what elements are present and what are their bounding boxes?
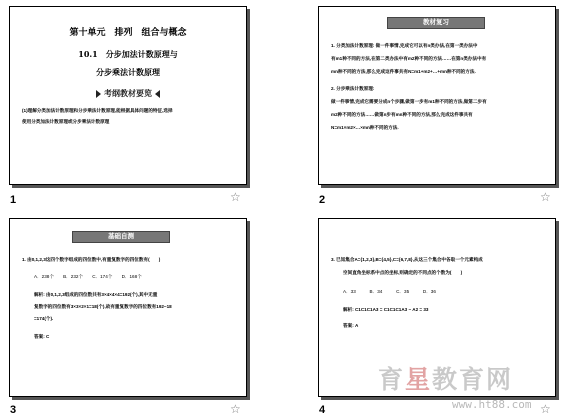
body-line: N=m1×m2×…×mn种不同的方法. (331, 125, 399, 130)
body-line: 3. 已知集合A={1,2,3},B={4,5},C={6,7,8},从这三个集合中各取一个元素构成 (331, 257, 483, 262)
body-line: (1)理解分类加法计数原理和分步乘法计数原理,能根据具体问题的特征,选择 (22, 108, 173, 113)
slide-thumbnail-1[interactable] (9, 6, 247, 185)
chapter-title: 第十单元 排列 组合与概念 (69, 28, 187, 38)
star-icon[interactable]: ☆ (540, 402, 551, 416)
banner (70, 89, 186, 99)
watermark-logo (378, 360, 513, 396)
section-title: 10.1 分步加法计数原理与 (78, 49, 178, 59)
body-line: 复数字的四位数有3×3×2×1=18(个),故有重复数字的四位数有192−18 (34, 304, 172, 309)
watermark-accent: 星 (405, 365, 433, 394)
body-line: 有m1种不同的方法,在第二类办法中有m2种不同的方法……在第n类办法中有 (331, 56, 487, 61)
body-line: 1. 由0,1,2,3这四个数字组成的四位数中,有重复数字的四位数有( ) (22, 257, 161, 262)
star-icon[interactable]: ☆ (230, 402, 241, 416)
body-line: mn种不同的方法,那么完成这件事共有N=m1+m2+…+mn种不同的方法. (331, 69, 476, 74)
body-line: =174(个). (34, 316, 54, 321)
body-line: 解析: 由0,1,2,3组成的四位数共有3×4×4×4=192(个),其中无重 (34, 292, 158, 297)
body-line: 1. 分类加法计数原理: 做一件事情,完成它可以有n类办法,在第一类办法中 (331, 43, 478, 48)
body-line: 答案: C (34, 334, 50, 339)
watermark-text: 教育网 (432, 365, 514, 394)
body-line: 使用分类加法计数原理或分步乘法计数原理 (22, 119, 110, 124)
section-title-line2: 分步乘法计数原理 (96, 67, 160, 77)
triangle-left-icon (96, 90, 101, 98)
body-line: 做一件事情,完成它需要分成n个步骤,做第一步有m1种不同的方法,做第二步有 (331, 99, 487, 104)
body-line: 解析: C1C1C1A3 = C1C1C1A3 − A2 = 33 (343, 307, 429, 312)
slide-thumbnail-3[interactable] (9, 218, 247, 397)
slide-number: 2 (319, 194, 326, 206)
slide-number: 3 (10, 404, 17, 416)
star-icon[interactable]: ☆ (540, 190, 551, 204)
banner-label: 基础自测 (72, 231, 170, 243)
body-line: 2. 分步乘法计数原理: (331, 86, 375, 91)
triangle-right-icon (155, 90, 160, 98)
banner-label: 考纲教材要览 (104, 89, 152, 98)
watermark-url: www.ht88.com (452, 398, 532, 411)
body-line: m2种不同的方法……做第n步有mn种不同的方法,那么完成这件事共有 (331, 112, 473, 117)
body-line: 空间直角坐标系中点的坐标,则确定的不同点的个数为( ) (343, 270, 463, 275)
slide-number: 1 (10, 194, 17, 206)
slide-number: 4 (319, 404, 326, 416)
star-icon[interactable]: ☆ (230, 190, 241, 204)
banner-label: 教材复习 (387, 17, 485, 29)
watermark-text: 育 (378, 365, 406, 394)
body-line: A．238个 B．232个 C．174个 D．168个 (34, 274, 142, 279)
body-line: 答案: A (343, 323, 359, 328)
body-line: A．33 B．34 C．35 D．36 (343, 289, 436, 294)
slide-thumbnail-2[interactable] (318, 6, 556, 185)
